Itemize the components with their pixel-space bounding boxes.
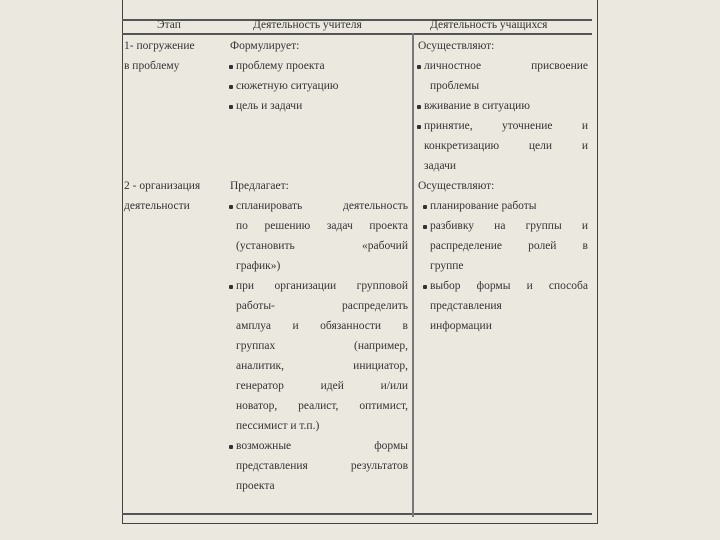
- teacher-item: группах (например,: [236, 340, 408, 352]
- teacher-item: новатор, реалист, оптимист,: [236, 400, 408, 412]
- bullet-icon: [423, 205, 427, 209]
- students-item: выбор формы и способа: [430, 280, 588, 292]
- students-intro: Осуществляют:: [418, 180, 495, 192]
- teacher-item: при организации групповой: [236, 280, 408, 292]
- students-item: проблемы: [430, 80, 480, 92]
- teacher-item: пессимист и т.п.): [236, 420, 320, 432]
- header-stage: Этап: [157, 19, 181, 31]
- students-item: распределение ролей в: [430, 240, 588, 252]
- students-item: задачи: [424, 160, 457, 172]
- students-item: принятие, уточнение и: [424, 120, 588, 132]
- students-item: представления: [430, 300, 502, 312]
- teacher-item: (установить «рабочий: [236, 240, 408, 252]
- bullet-icon: [229, 85, 233, 89]
- header-students: Деятельность учащихся: [430, 19, 548, 31]
- column-divider: [412, 33, 414, 517]
- students-item: разбивку на группы и: [430, 220, 588, 232]
- stage-line: деятельности: [124, 200, 190, 212]
- teacher-item: возможные формы: [236, 440, 408, 452]
- teacher-item: проблему проекта: [236, 60, 325, 72]
- teacher-item: аналитик, инициатор,: [236, 360, 408, 372]
- header-bottom-border: [122, 33, 592, 35]
- bullet-icon: [417, 125, 421, 129]
- bullet-icon: [417, 105, 421, 109]
- students-item: вживание в ситуацию: [424, 100, 530, 112]
- table-bottom-border: [122, 513, 592, 515]
- bullet-icon: [229, 445, 233, 449]
- teacher-item: генератор идей и/или: [236, 380, 408, 392]
- bullet-icon: [423, 285, 427, 289]
- teacher-intro: Формулирует:: [230, 40, 300, 52]
- bullet-icon: [229, 285, 233, 289]
- teacher-item: сюжетную ситуацию: [236, 80, 339, 92]
- stage-line: 2 - организация: [124, 180, 201, 192]
- teacher-item: представления результатов: [236, 460, 408, 472]
- stage-line: 1- погружение: [124, 40, 195, 52]
- bullet-icon: [229, 65, 233, 69]
- teacher-item: график»): [236, 260, 281, 272]
- teacher-item: работы- распределить: [236, 300, 408, 312]
- students-item: информации: [430, 320, 492, 332]
- header-teacher: Деятельность учителя: [253, 19, 362, 31]
- teacher-item: цель и задачи: [236, 100, 303, 112]
- students-item: личностное присвоение: [424, 60, 588, 72]
- stage-line: в проблему: [124, 60, 180, 72]
- teacher-item: амплуа и обязанности в: [236, 320, 408, 332]
- teacher-intro: Предлагает:: [230, 180, 289, 192]
- bullet-icon: [417, 65, 421, 69]
- bullet-icon: [229, 105, 233, 109]
- bullet-icon: [229, 205, 233, 209]
- students-item: группе: [430, 260, 464, 272]
- students-item: планирование работы: [430, 200, 537, 212]
- students-intro: Осуществляют:: [418, 40, 495, 52]
- teacher-item: по решению задач проекта: [236, 220, 408, 232]
- teacher-item: спланировать деятельность: [236, 200, 408, 212]
- teacher-item: проекта: [236, 480, 275, 492]
- students-item: конкретизацию цели и: [424, 140, 588, 152]
- bullet-icon: [423, 225, 427, 229]
